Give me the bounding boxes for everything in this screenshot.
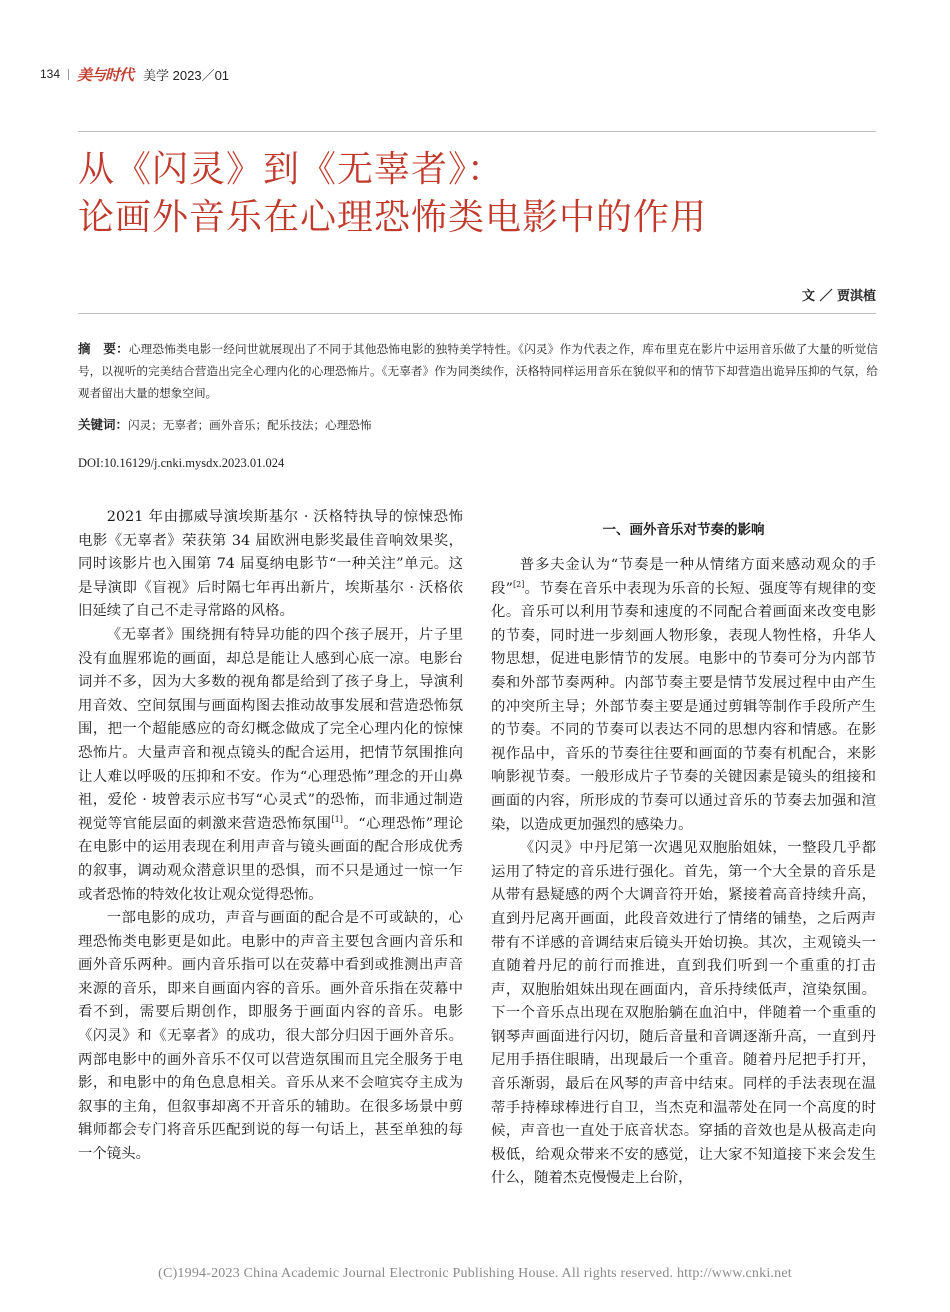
author-byline: 文 ／ 贾淇植 bbox=[801, 289, 876, 304]
body-paragraph: 一部电影的成功，声音与画面的配合是不可或缺的，心理恐怖类电影更是如此。电影中的声音主要包含画内音乐和画外音乐两种。画内音乐指可以在荧幕中看到或推测出声音来源的音乐，即来自画面内容的音乐。画外音乐指在荧幕中看不到，需要后期创作，即服务于画面内容的音乐。电影《闪灵》和《无辜者》的成功，很大部分归因于画外音乐。两部电影中的画外音乐不仅可以营造氛围而且完全服务于电影，和电影中的角色息息相关。音乐从来不会喧宾夺主成为叙事的主角，但叙事却离不开音乐的辅助。在很多场景中剪辑师都会专门将音乐匹配到说的每一句话上，甚至单独的每一个镜头。 bbox=[78, 910, 463, 1163]
paragraph-text: 普多夫金认为“节奏是一种从情绪方面来感动观众的手段” bbox=[491, 557, 876, 597]
left-column bbox=[78, 506, 463, 1167]
keywords-text: 闪灵；无辜者；画外音乐；配乐技法；心理恐怖 bbox=[128, 418, 372, 432]
journal-issue: 美学 2023／01 bbox=[143, 67, 230, 83]
citation-ref: [2] bbox=[513, 579, 525, 589]
body-paragraph: 2021 年由挪威导演埃斯基尔 · 沃格特执导的惊悚恐怖电影《无辜者》荣获第 34 届欧洲电影奖最佳音响效果奖，同时该影片也入围第 74 届戛纳电影节“一种关注”单元。这是导演即《盲视》后时隔七年再出新片，埃斯基尔 · 沃格依旧延续了自己不走寻常路的风格。 bbox=[78, 509, 463, 620]
title-line-2: 论画外音乐在心理恐怖类电影中的作用 bbox=[78, 197, 708, 238]
abstract-label: 摘 要： bbox=[78, 341, 129, 356]
paragraph-text: 。“心理恐怖”理论在电影中的运用表现在利用声音与镜头画面的配合形成优秀的叙事，调动观众潜意识里的恐惧，而不只是通过一惊一乍或者恐怖的特效化妆让观众觉得恐怖。 bbox=[78, 815, 463, 903]
section-heading: 一、画外音乐对节奏的影响 bbox=[602, 522, 765, 538]
keywords bbox=[78, 414, 878, 436]
body-paragraph bbox=[78, 624, 463, 907]
journal-logo: 美与时代 bbox=[77, 66, 134, 84]
abstract-text: 心理恐怖类电影一经问世就展现出了不同于其他恐怖电影的独特美学特性。《闪灵》作为代表之作，库布里克在影片中运用音乐做了大量的听觉信号，以视听的完美结合营造出完全心理内化的心理恐怖片。《无辜者》作为同类续作，沃格特同样运用音乐在貌似平和的情节下却营造出诡异压抑的气氛，给观者留出大量的想象空间。 bbox=[78, 342, 878, 400]
right-column bbox=[491, 506, 876, 1191]
header-separator bbox=[68, 69, 69, 80]
author-rule bbox=[78, 313, 876, 314]
title-line-1: 从《闪灵》到《无辜者》： bbox=[78, 149, 505, 190]
keywords-label: 关键词： bbox=[78, 417, 129, 432]
copyright-footer: (C)1994-2023 China Academic Journal Electronic Publishing House. All rights reserved. http://www.cnki.net bbox=[158, 1266, 792, 1281]
doi: DOI:10.16129/j.cnki.mysdx.2023.01.024 bbox=[78, 456, 285, 470]
article-title bbox=[78, 146, 878, 242]
running-header bbox=[40, 64, 229, 84]
body-paragraph: 《闪灵》中丹尼第一次遇见双胞胎姐妹，一整段几乎都运用了特定的音乐进行强化。首先，第一个大全景的音乐是从带有悬疑感的两个大调音符开始，紧接着高音持续升高，直到丹尼离开画面，此段音效进行了情绪的铺垫，之后两声带有不详感的音调结束后镜头开始切换。其次，主观镜头一直随着丹尼的前行而推进，直到我们听到一个重重的打击声，双胞胎姐妹出现在画面内，音乐持续低声，渲染氛围。下一个音乐点出现在双胞胎躺在血泊中，伴随着一个重重的钢琴声画面进行闪切，随后音量和音调逐渐升高，一直到丹尼用手捂住眼睛，出现最后一个重音。随着丹尼把手打开，音乐渐弱，最后在风琴的声音中结束。同样的手法表现在温蒂手持棒球棒进行自卫，当杰克和温蒂处在同一个高度的时候，声音也一直处于底音状态。穿插的音效也是从极高走向极低，给观众带来不安的感觉，让大家不知道接下来会发生什么，随着杰克慢慢走上台阶， bbox=[491, 840, 876, 1187]
body-paragraph bbox=[491, 554, 876, 837]
header-rule bbox=[78, 131, 876, 132]
citation-ref: [1] bbox=[331, 814, 343, 824]
page-number: 134 bbox=[40, 67, 61, 81]
abstract bbox=[78, 338, 878, 404]
paragraph-text: 《无辜者》围绕拥有特异功能的四个孩子展开，片子里没有血腥邪诡的画面，却总是能让人感到心底一凉。电影台词并不多，因为大多数的视角都是给到了孩子身上，导演利用音效、空间氛围与画面构图去推动故事发展和营造恐怖氛围，把一个超能感应的奇幻概念做成了完全心理内化的惊悚恐怖片。大量声音和视点镜头的配合运用，把情节氛围推向让人难以呼吸的压抑和不安。作为“心理恐怖”理念的开山鼻祖，爱伦 · 坡曾表示应书写“心灵式”的恐怖，而非通过制造视觉等官能层面的刺激来营造恐怖氛围 bbox=[78, 626, 463, 832]
paragraph-text: 。节奏在音乐中表现为乐音的长短、强度等有规律的变化。音乐可以利用节奏和速度的不同配合着画面来改变电影的节奏，同时进一步刻画人物形象，表现人物性格，升华人物思想，促进电影情节的发展。电影中的节奏可分为内部节奏和外部节奏两种。内部节奏主要是情节发展过程中由产生的冲突所主导；外部节奏主要是通过剪辑等制作手段所产生的节奏。不同的节奏可以表达不同的思想内容和情感。在影视作品中，音乐的节奏往往要和画面的节奏有机配合，来影响影视节奏。一般形成片子节奏的关键因素是镜头的组接和画面的内容，所形成的节奏可以通过音乐的节奏去加强和渲染，以造成更加强烈的感染力。 bbox=[491, 580, 876, 833]
